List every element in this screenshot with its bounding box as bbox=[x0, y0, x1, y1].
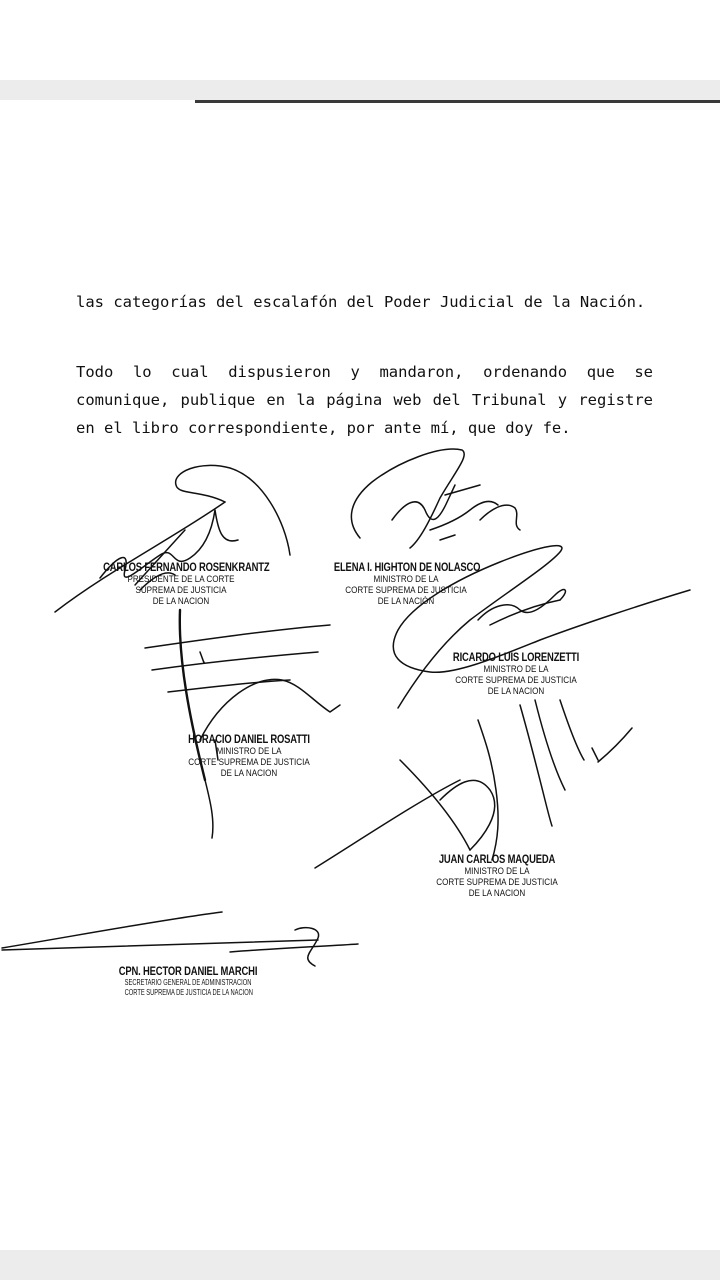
paragraph-2: Todo lo cual dispusieron y mandaron, ordenando que se comunique, publique en la página web del Tribunal y registre en el libro correspondiente, por ante mí, que doy fe. bbox=[76, 363, 653, 437]
signatory-title: CORTE SUPREMA DE JUSTICIA DE LA NACION bbox=[124, 988, 253, 997]
signatory-block-marchi bbox=[100, 966, 276, 998]
signatory-title: DE LA NACION bbox=[468, 888, 526, 899]
signatory-title: CORTE SUPREMA DE JUSTICIA bbox=[345, 585, 467, 596]
signatory-title: CORTE SUPREMA DE JUSTICIA bbox=[436, 877, 558, 888]
signatory-title: MINISTRO DE LA bbox=[216, 746, 282, 757]
signatory-block-lorenzetti bbox=[426, 652, 606, 697]
signature-marchi bbox=[2, 912, 358, 966]
signature-highton bbox=[351, 449, 520, 548]
signatory-title: MINISTRO DE LA bbox=[373, 574, 439, 585]
signature-maqueda bbox=[315, 700, 632, 868]
signatory-block-rosatti bbox=[164, 734, 334, 779]
signature-rosatti bbox=[145, 610, 340, 838]
signatory-name: CPN. HECTOR DANIEL MARCHI bbox=[118, 966, 258, 978]
signatory-title: DE LA NACIÓN bbox=[377, 596, 435, 607]
signatory-title: PRESIDENTE DE LA CORTE bbox=[127, 574, 235, 585]
handwritten-signatures bbox=[0, 100, 720, 1250]
signatory-title: MINISTRO DE LA bbox=[464, 866, 530, 877]
document-page[interactable] bbox=[0, 100, 720, 1250]
signatory-title: CORTE SUPREMA DE JUSTICIA bbox=[455, 675, 577, 686]
signatory-title: CORTE SUPREMA DE JUSTICIA bbox=[188, 757, 310, 768]
signatory-name: ELENA I. HIGHTON DE NOLASCO bbox=[333, 562, 481, 574]
signatory-title: MINISTRO DE LA bbox=[483, 664, 549, 675]
top-app-band bbox=[0, 0, 720, 80]
signatory-block-rosenkrantz bbox=[86, 562, 276, 607]
signatory-title: DE LA NACION bbox=[152, 596, 210, 607]
signatory-title: DE LA NACION bbox=[487, 686, 545, 697]
paragraph-1: las categorías del escalafón del Poder Judicial de la Nación. bbox=[76, 293, 646, 311]
signatory-name: CARLOS FERNANDO ROSENKRANTZ bbox=[103, 562, 270, 574]
signatory-block-highton bbox=[318, 562, 494, 607]
bottom-page-band bbox=[0, 1250, 720, 1280]
signatory-name: RICARDO LUIS LORENZETTI bbox=[452, 652, 580, 664]
signatory-title: SECRETARIO GENERAL DE ADMINISTRACION bbox=[124, 978, 252, 987]
signatory-name: HORACIO DANIEL ROSATTI bbox=[188, 734, 310, 746]
signatory-title: SUPREMA DE JUSTICIA bbox=[135, 585, 227, 596]
signatory-name: JUAN CARLOS MAQUEDA bbox=[438, 854, 556, 866]
page-separator bbox=[0, 80, 720, 100]
signatory-block-maqueda bbox=[412, 854, 582, 899]
signatory-title: DE LA NACION bbox=[220, 768, 278, 779]
